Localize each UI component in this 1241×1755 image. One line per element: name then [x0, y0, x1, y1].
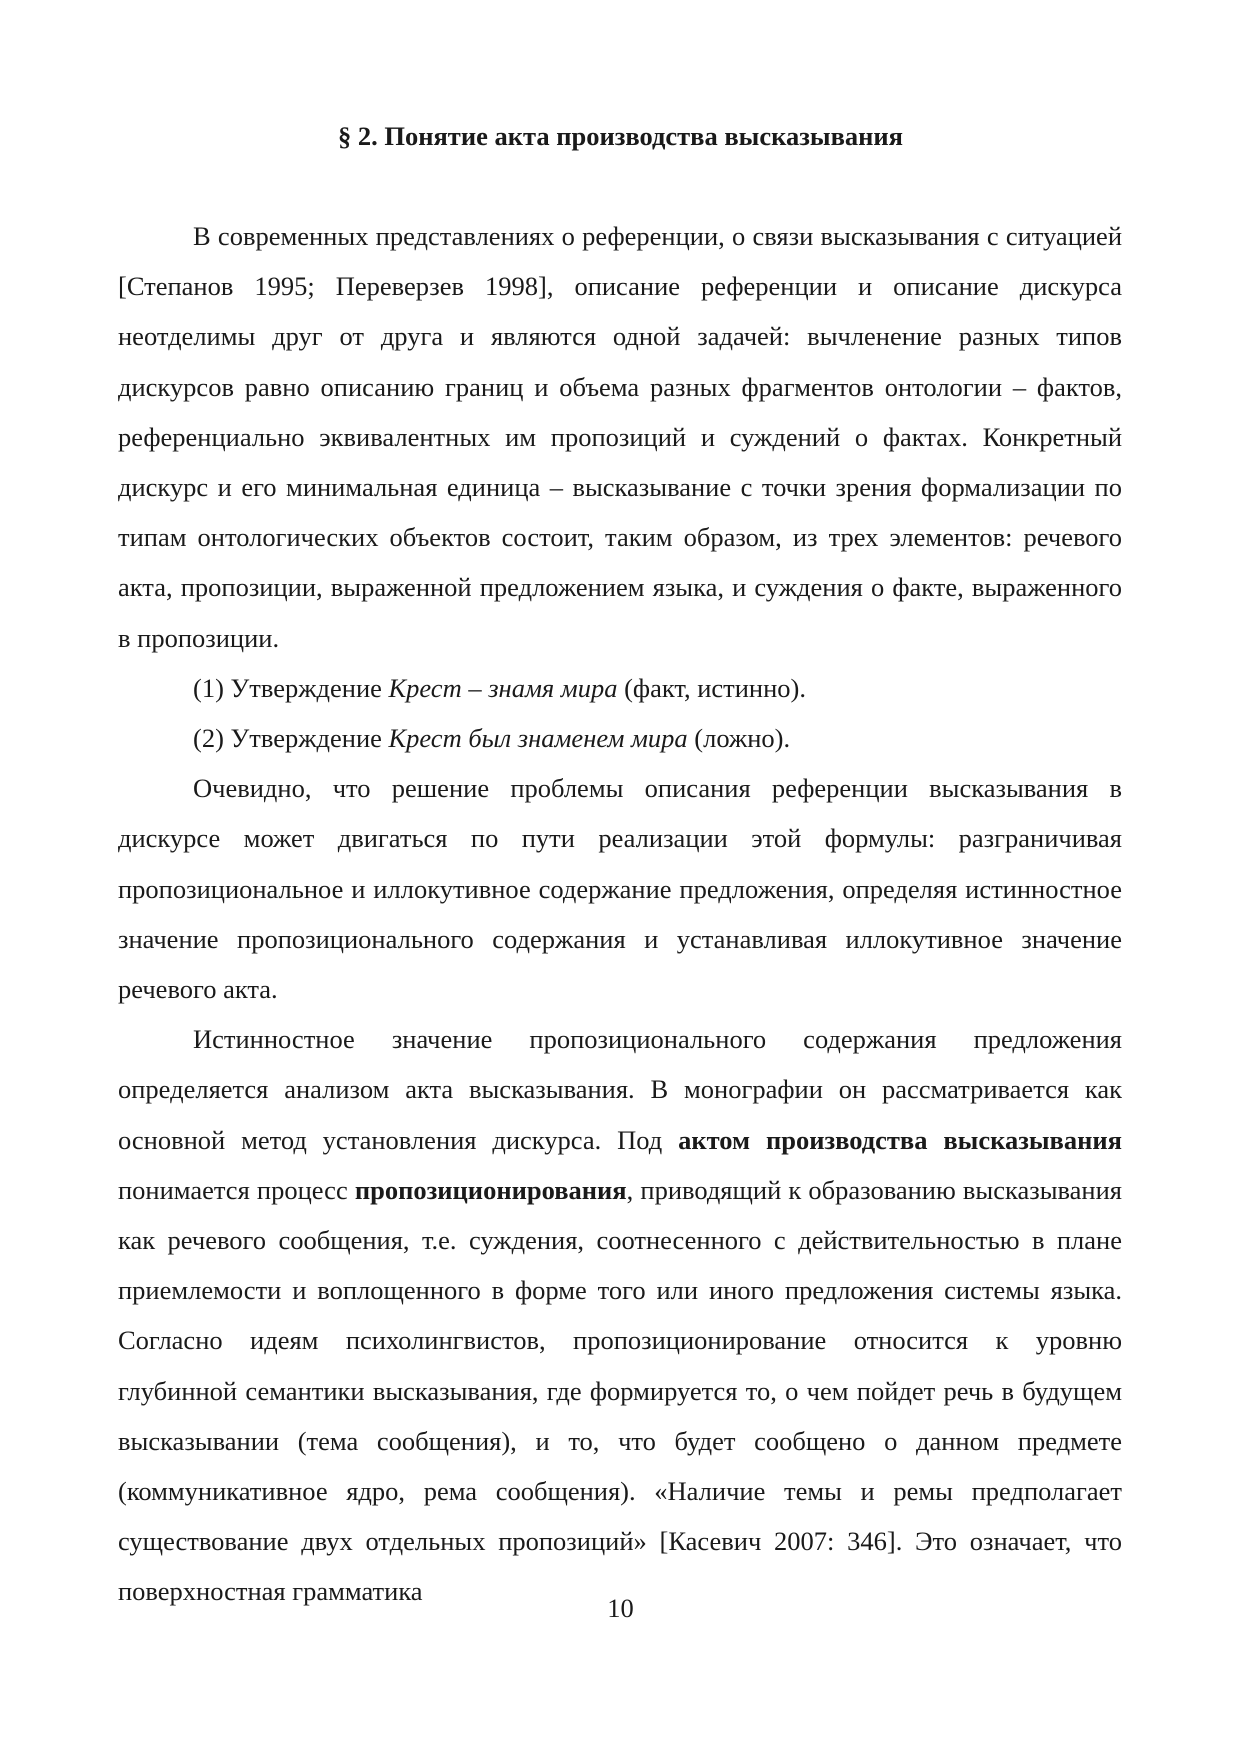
body-text — [118, 211, 1122, 1617]
text-run: понимается процесс — [118, 1174, 355, 1205]
bold-term: пропозиционирования — [354, 1174, 627, 1205]
text-run: , приводящий к образованию высказывания как речевого сообщения, т.е. суждения, соотнесенного с действительностью в плане приемлемости и воплощенного в форме того или иного предложения системы языка. Согласно идеям психолингвистов, пропозиционирование относится к уровню глубинной семантики высказывания, где формируется то, о чем пойдет речь в будущем высказывании (тема сообщения), и то, что будет сообщено о данном предмете (коммуникативное ядро, рема сообщения). «Наличие темы и ремы предполагает существование двух отдельных пропозиций» [Касевич 2007: 346]. Это означает, что поверхностная грамматика — [118, 1174, 1122, 1607]
example-line — [118, 663, 1122, 713]
example-line — [118, 713, 1122, 763]
paragraph — [118, 763, 1122, 1014]
page-number: 10 — [607, 1593, 634, 1623]
paragraph — [118, 211, 1122, 663]
italic-example: Крест – знамя мира — [388, 672, 618, 703]
section-heading: § 2. Понятие акта производства высказывания — [337, 121, 904, 151]
text-run: (2) Утверждение — [193, 723, 389, 754]
text-run: В современных представлениях о референции, о связи высказывания с ситуацией [Степанов 1995; Переверзев 1998], описание референции и описание дискурса неотделимы друг от друга и являются одной задачей: вычленение разных типов дискурсов равно описанию границ и объема разных фрагментов онтологии – фактов, референциально эквивалентных им пропозиций и суждений о фактах. Конкретный дискурс и его минимальная единица – высказывание с точки зрения формализации по типам онтологических объектов состоит, таким образом, из трех элементов: речевого акта, пропозиции, выраженной предложением языка, и суждения о факте, выраженного в пропозиции. — [118, 221, 1122, 653]
text-run: (1) Утверждение — [193, 672, 389, 703]
italic-example: Крест был знаменем мира — [388, 723, 688, 754]
bold-term: актом производства высказывания — [678, 1124, 1122, 1155]
paragraph — [118, 1014, 1122, 1616]
text-run: Истинностное значение пропозиционального содержания предложения определяется анализом акта высказывания. В монографии он рассматривается как основной метод установления дискурса. Под — [118, 1024, 1122, 1155]
text-run: (факт, истинно). — [617, 672, 806, 703]
text-run: (ложно). — [687, 723, 791, 754]
text-run: Очевидно, что решение проблемы описания референции высказывания в дискурсе может двигаться по пути реализации этой формулы: разграничивая пропозициональное и иллокутивное содержание предложения, определяя истинностное значение пропозиционального содержания и устанавливая иллокутивное значение речевого акта. — [118, 773, 1122, 1005]
